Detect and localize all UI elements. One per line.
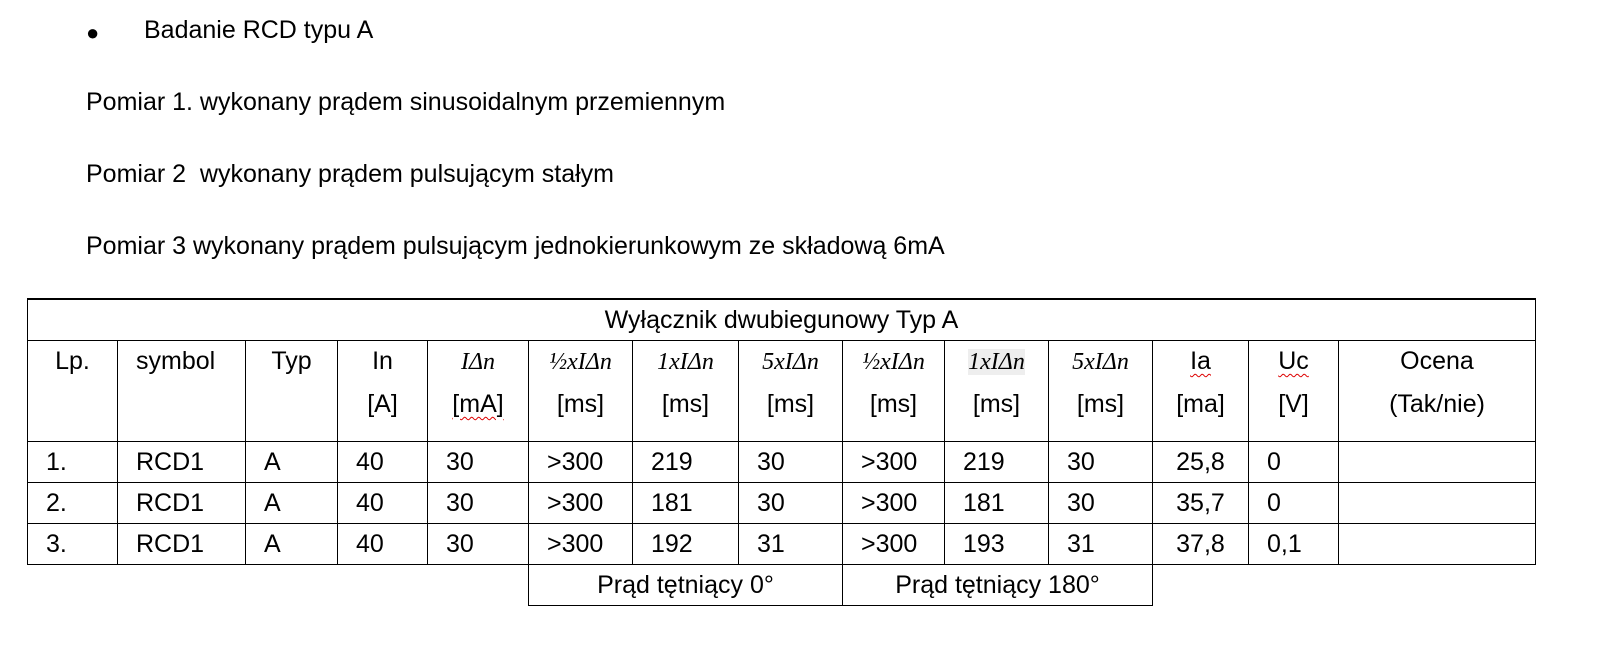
table-cell: 193 xyxy=(945,524,1049,565)
table-cell: 35,7 xyxy=(1153,483,1249,524)
footer-0-deg: Prąd tętniący 0° xyxy=(529,565,843,606)
table-cell: 181 xyxy=(945,483,1049,524)
header-label: IΔn xyxy=(460,349,496,375)
header-label: Ocena xyxy=(1400,347,1474,375)
header-unit: [ma] xyxy=(1176,390,1225,418)
header-unit: (Tak/nie) xyxy=(1389,390,1485,418)
table-cell: >300 xyxy=(529,524,633,565)
table-cell: >300 xyxy=(529,483,633,524)
table-cell: 219 xyxy=(945,442,1049,483)
table-cell: 31 xyxy=(1049,524,1153,565)
table-cell: 30 xyxy=(739,442,843,483)
table-cell: 40 xyxy=(338,524,428,565)
header-label: 5xIΔn xyxy=(762,349,819,375)
header-5x-idn-180 xyxy=(1049,341,1153,442)
header-lp xyxy=(28,341,118,442)
measurement-2-text: Pomiar 2 wykonany prądem pulsującym stałym xyxy=(86,160,614,188)
table-cell: 31 xyxy=(739,524,843,565)
table-cell: 25,8 xyxy=(1153,442,1249,483)
measurement-1-text: Pomiar 1. wykonany prądem sinusoidalnym przemiennym xyxy=(86,88,726,116)
footer-spacer xyxy=(28,565,529,606)
header-typ xyxy=(246,341,338,442)
footer-180-deg: Prąd tętniący 180° xyxy=(843,565,1153,606)
header-1x-idn-180 xyxy=(945,341,1049,442)
footer-row xyxy=(28,565,1536,606)
table-cell xyxy=(1339,442,1536,483)
header-unit: [ms] xyxy=(972,390,1021,418)
measurement-3-text: Pomiar 3 wykonany prądem pulsującym jednokierunkowym ze składową 6mA xyxy=(86,232,945,260)
header-ocena xyxy=(1339,341,1536,442)
table-cell: >300 xyxy=(843,524,945,565)
table-cell: 1. xyxy=(28,442,118,483)
header-label: In xyxy=(372,347,393,375)
table-cell: >300 xyxy=(529,442,633,483)
table-cell: 30 xyxy=(428,442,529,483)
header-label: Lp. xyxy=(55,347,90,375)
table-cell: 40 xyxy=(338,483,428,524)
table-cell: A xyxy=(246,524,338,565)
table-cell: >300 xyxy=(843,442,945,483)
header-label: Typ xyxy=(271,347,312,375)
header-1x-idn-0 xyxy=(633,341,739,442)
bullet-heading: Badanie RCD typu A xyxy=(144,16,374,44)
table-cell: 0 xyxy=(1249,483,1339,524)
header-row xyxy=(28,341,1536,442)
table-title: Wyłącznik dwubiegunowy Typ A xyxy=(28,299,1536,341)
table-cell: 3. xyxy=(28,524,118,565)
table-cell: 30 xyxy=(1049,483,1153,524)
header-5x-idn-0 xyxy=(739,341,843,442)
header-idn xyxy=(428,341,529,442)
header-label: Ia xyxy=(1190,347,1211,375)
header-label: Uc xyxy=(1278,347,1309,375)
table-cell: 37,8 xyxy=(1153,524,1249,565)
table-row xyxy=(28,524,1536,565)
table-cell: 0,1 xyxy=(1249,524,1339,565)
header-ia xyxy=(1153,341,1249,442)
table-cell: 30 xyxy=(428,524,529,565)
header-symbol xyxy=(118,341,246,442)
table-cell: A xyxy=(246,442,338,483)
header-unit: [ms] xyxy=(556,390,605,418)
header-uc xyxy=(1249,341,1339,442)
table-cell: A xyxy=(246,483,338,524)
header-unit: [ms] xyxy=(869,390,918,418)
header-unit: [mA] xyxy=(452,390,504,418)
header-label: ½xIΔn xyxy=(862,349,925,375)
header-label: 1xIΔn xyxy=(968,349,1025,375)
table-cell: 30 xyxy=(428,483,529,524)
header-half-idn-180 xyxy=(843,341,945,442)
table-cell: RCD1 xyxy=(118,483,246,524)
table-cell: 0 xyxy=(1249,442,1339,483)
header-unit: [ms] xyxy=(661,390,710,418)
header-label: ½xIΔn xyxy=(549,349,612,375)
bullet-icon: ● xyxy=(86,20,100,45)
table-cell xyxy=(1339,483,1536,524)
table-cell: 219 xyxy=(633,442,739,483)
table-cell: 2. xyxy=(28,483,118,524)
table-cell: 192 xyxy=(633,524,739,565)
header-unit: [ms] xyxy=(1076,390,1125,418)
results-table xyxy=(27,298,1536,606)
table-cell: RCD1 xyxy=(118,442,246,483)
table-cell: 181 xyxy=(633,483,739,524)
table-cell: 30 xyxy=(739,483,843,524)
table-cell: 40 xyxy=(338,442,428,483)
table-cell xyxy=(1339,524,1536,565)
header-in xyxy=(338,341,428,442)
header-half-idn-0 xyxy=(529,341,633,442)
header-label: 5xIΔn xyxy=(1072,349,1129,375)
table-row xyxy=(28,442,1536,483)
footer-spacer xyxy=(1153,565,1536,606)
header-unit: [ms] xyxy=(766,390,815,418)
header-label: 1xIΔn xyxy=(657,349,714,375)
header-label: symbol xyxy=(136,347,216,375)
table-cell: 30 xyxy=(1049,442,1153,483)
table-cell: >300 xyxy=(843,483,945,524)
header-unit: [V] xyxy=(1278,390,1309,418)
header-unit: [A] xyxy=(367,390,398,418)
table-cell: RCD1 xyxy=(118,524,246,565)
table-row xyxy=(28,483,1536,524)
